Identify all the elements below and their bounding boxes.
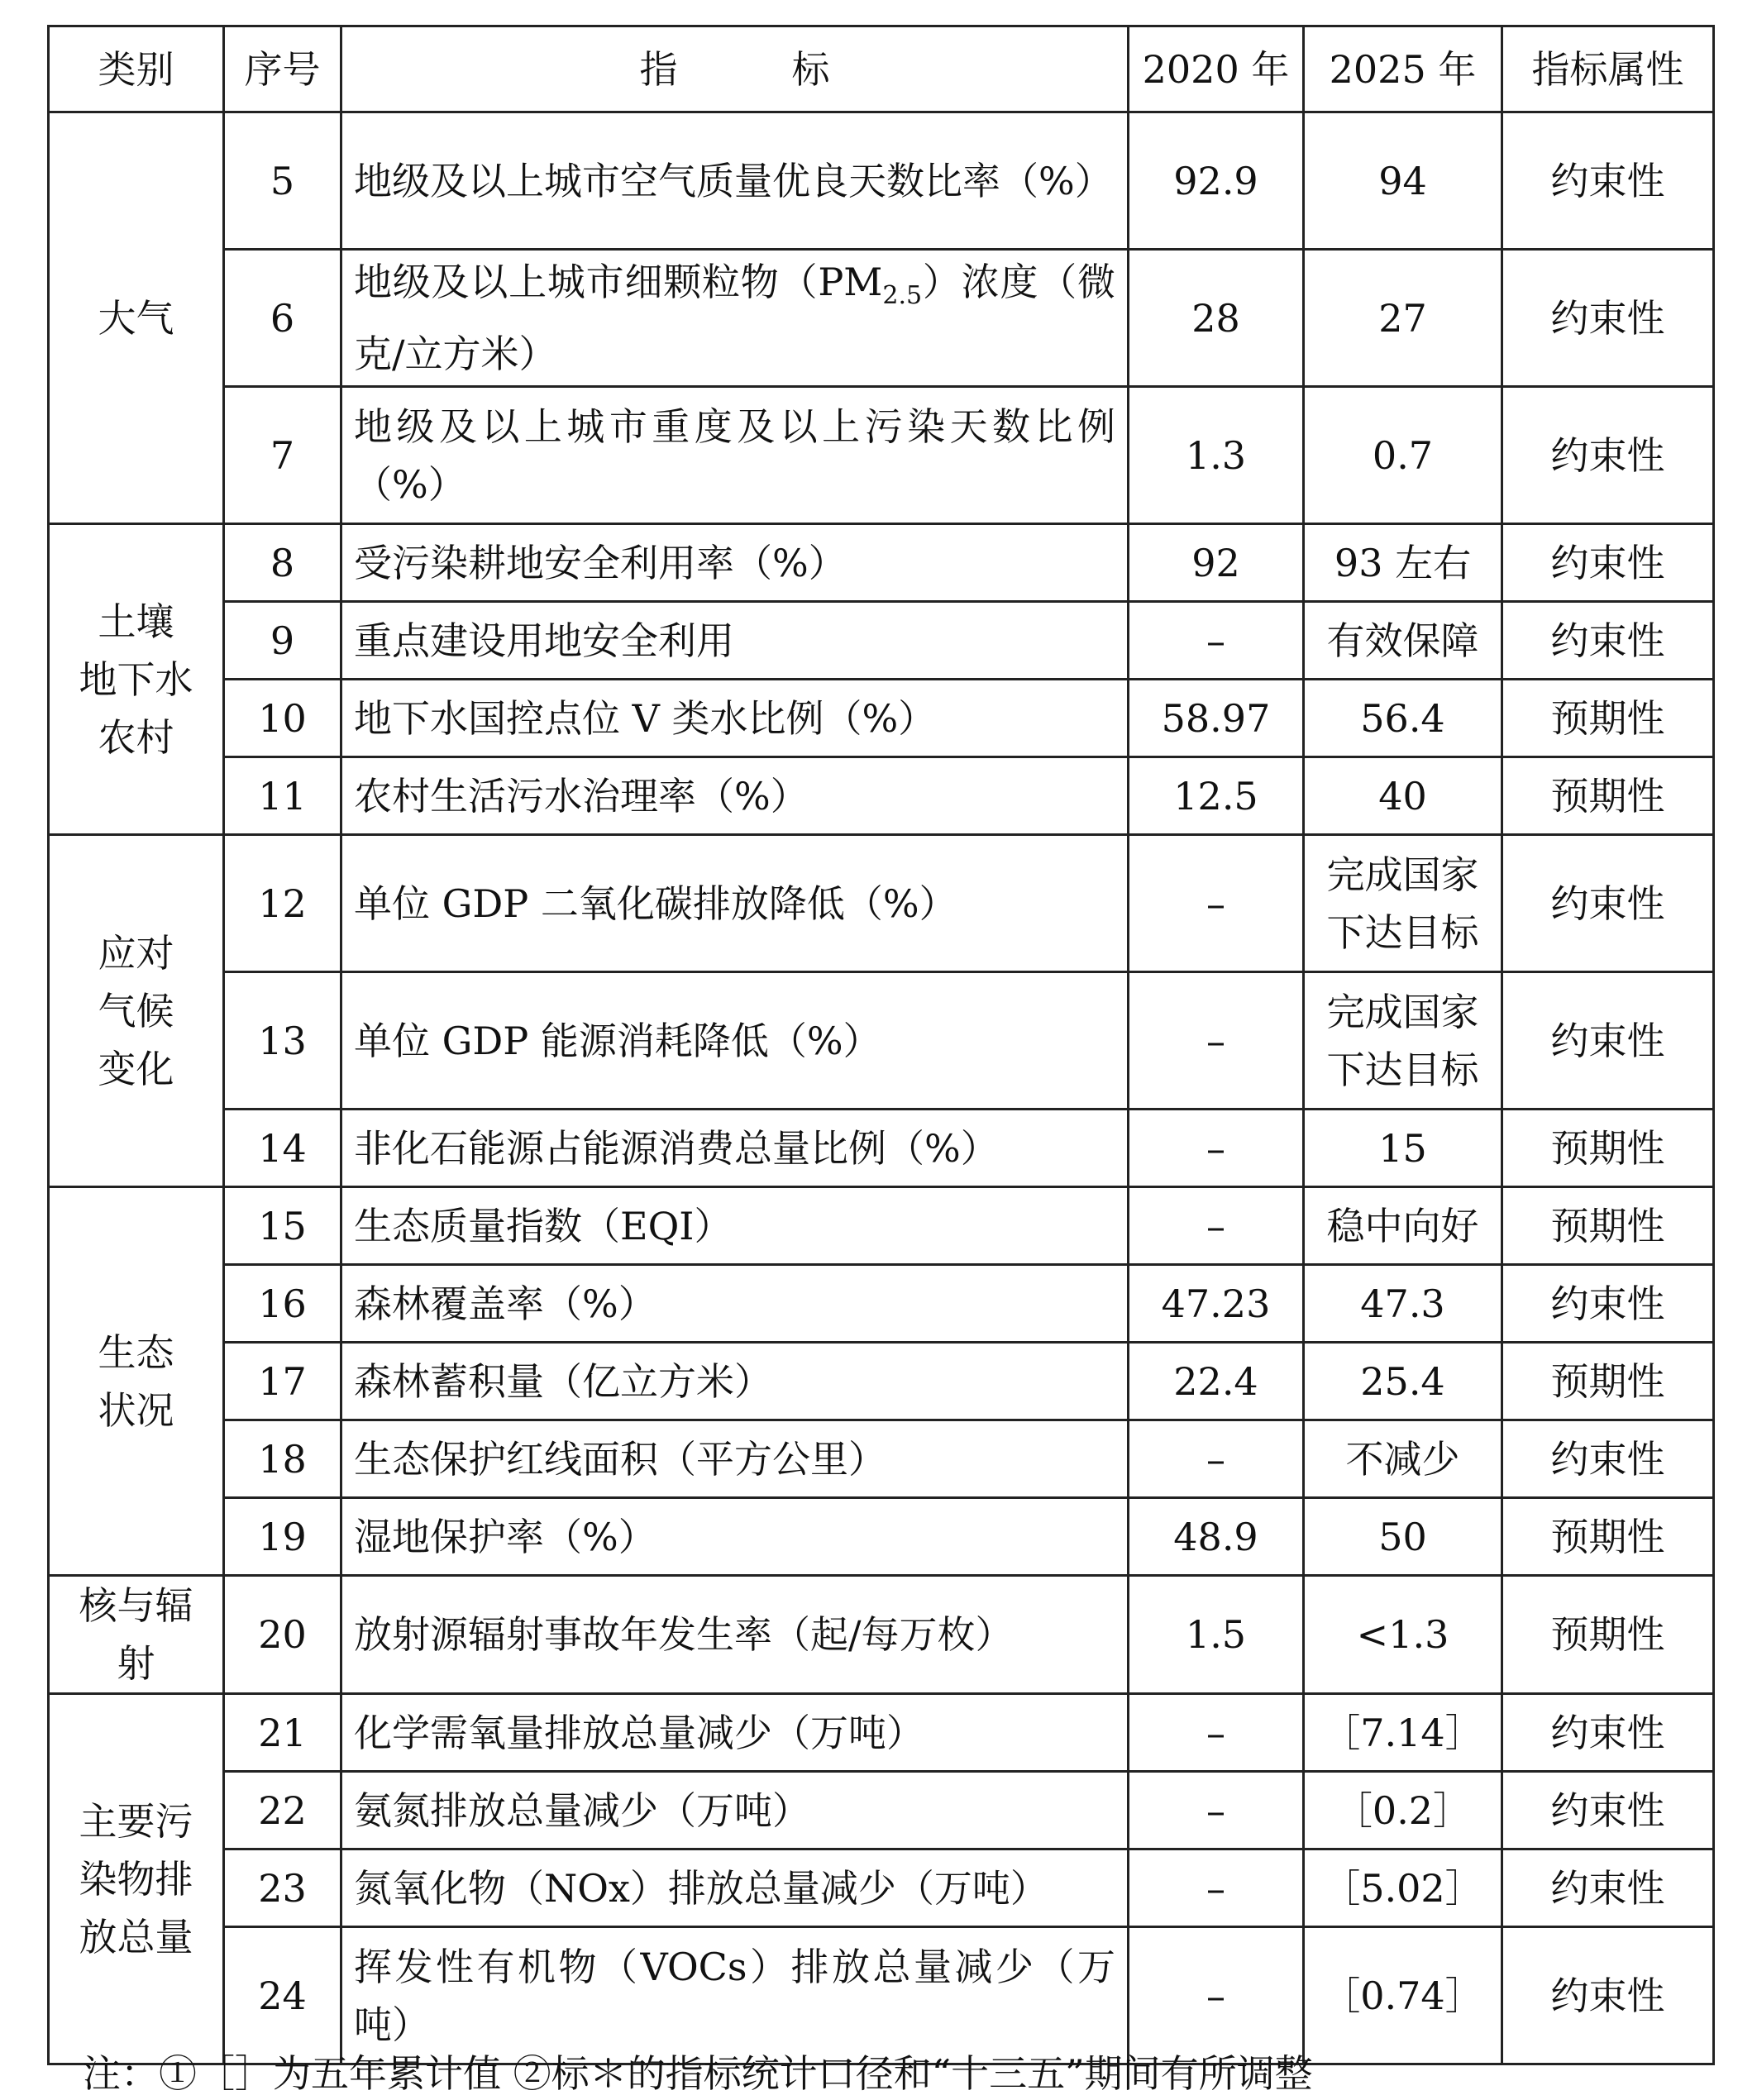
value-2025-cell: ［0.2］ [1304, 1772, 1502, 1849]
table-row [49, 1343, 1714, 1420]
row-number-cell: 21 [224, 1694, 341, 1772]
table-row [49, 387, 1714, 524]
table-row [49, 1420, 1714, 1498]
value-2025-cell: 不减少 [1304, 1420, 1502, 1498]
indicator-cell: 单位 GDP 二氧化碳排放降低（%） [341, 835, 1129, 972]
table-row [49, 524, 1714, 602]
value-2020-cell: 58.97 [1129, 680, 1304, 757]
table-row [49, 757, 1714, 835]
row-number-cell: 16 [224, 1265, 341, 1343]
indicator-cell: 非化石能源占能源消费总量比例（%） [341, 1110, 1129, 1187]
header-attribute: 指标属性 [1502, 26, 1714, 112]
indicator-cell: 化学需氧量排放总量减少（万吨） [341, 1694, 1129, 1772]
indicator-cell: 森林覆盖率（%） [341, 1265, 1129, 1343]
attribute-cell: 预期性 [1502, 1498, 1714, 1576]
attribute-cell: 约束性 [1502, 1772, 1714, 1849]
indicator-cell: 地级及以上城市重度及以上污染天数比例（%） [341, 387, 1129, 524]
category-cell: 应对 气候 变化 [49, 835, 224, 1187]
row-number-cell: 10 [224, 680, 341, 757]
header-no: 序号 [224, 26, 341, 112]
value-2025-cell: ［0.74］ [1304, 1927, 1502, 2064]
category-cell: 核与辐射 [49, 1576, 224, 1694]
table-row [49, 680, 1714, 757]
value-2020-cell: – [1129, 602, 1304, 680]
category-cell: 生态 状况 [49, 1187, 224, 1576]
value-2020-cell: 92 [1129, 524, 1304, 602]
row-number-cell: 17 [224, 1343, 341, 1420]
row-number-cell: 12 [224, 835, 341, 972]
attribute-cell: 约束性 [1502, 1849, 1714, 1927]
attribute-cell: 约束性 [1502, 972, 1714, 1110]
row-number-cell: 11 [224, 757, 341, 835]
indicator-cell: 受污染耕地安全利用率（%） [341, 524, 1129, 602]
value-2020-cell: – [1129, 1420, 1304, 1498]
table-row [49, 1110, 1714, 1187]
attribute-cell: 预期性 [1502, 757, 1714, 835]
value-2020-cell: 28 [1129, 250, 1304, 387]
attribute-cell: 约束性 [1502, 1927, 1714, 2064]
row-number-cell: 8 [224, 524, 341, 602]
row-number-cell: 15 [224, 1187, 341, 1265]
indicator-cell: 生态质量指数（EQI） [341, 1187, 1129, 1265]
value-2025-cell: 50 [1304, 1498, 1502, 1576]
table-row [49, 972, 1714, 1110]
table-row [49, 1576, 1714, 1694]
row-number-cell: 7 [224, 387, 341, 524]
category-cell: 土壤 地下水 农村 [49, 524, 224, 835]
value-2020-cell: – [1129, 1927, 1304, 2064]
value-2025-cell: 93 左右 [1304, 524, 1502, 602]
header-indicator: 指 标 [341, 26, 1129, 112]
value-2025-cell: 27 [1304, 250, 1502, 387]
attribute-cell: 约束性 [1502, 1265, 1714, 1343]
footnote: 注：①［］为五年累计值 ②标＊的指标统计口径和“十三五”期间有所调整 [83, 2051, 1313, 2096]
value-2025-cell: 稳中向好 [1304, 1187, 1502, 1265]
value-2020-cell: – [1129, 1187, 1304, 1265]
indicator-cell: 农村生活污水治理率（%） [341, 757, 1129, 835]
value-2020-cell: – [1129, 1110, 1304, 1187]
value-2025-cell: ［7.14］ [1304, 1694, 1502, 1772]
attribute-cell: 预期性 [1502, 1343, 1714, 1420]
attribute-cell: 约束性 [1502, 112, 1714, 250]
value-2025-cell: 25.4 [1304, 1343, 1502, 1420]
value-2025-cell: 15 [1304, 1110, 1502, 1187]
attribute-cell: 预期性 [1502, 1576, 1714, 1694]
header-category: 类别 [49, 26, 224, 112]
value-2020-cell: 47.23 [1129, 1265, 1304, 1343]
row-number-cell: 5 [224, 112, 341, 250]
attribute-cell: 预期性 [1502, 680, 1714, 757]
row-number-cell: 9 [224, 602, 341, 680]
attribute-cell: 约束性 [1502, 524, 1714, 602]
attribute-cell: 约束性 [1502, 250, 1714, 387]
indicator-cell: 单位 GDP 能源消耗降低（%） [341, 972, 1129, 1110]
indicator-cell: 氨氮排放总量减少（万吨） [341, 1772, 1129, 1849]
value-2025-cell: 40 [1304, 757, 1502, 835]
row-number-cell: 24 [224, 1927, 341, 2064]
table-row [49, 1772, 1714, 1849]
indicator-cell: 重点建设用地安全利用 [341, 602, 1129, 680]
category-cell: 主要污 染物排 放总量 [49, 1694, 224, 2064]
table-row [49, 602, 1714, 680]
value-2025-cell: 完成国家下达目标 [1304, 835, 1502, 972]
value-2025-cell: <1.3 [1304, 1576, 1502, 1694]
table-row [49, 1694, 1714, 1772]
indicator-cell: 地级及以上城市空气质量优良天数比率（%） [341, 112, 1129, 250]
value-2020-cell: 48.9 [1129, 1498, 1304, 1576]
indicator-cell: 放射源辐射事故年发生率（起/每万枚） [341, 1576, 1129, 1694]
indicator-cell: 地级及以上城市细颗粒物$(PM_{2.5})$浓度（微克/立方米） [341, 250, 1129, 387]
table-row [49, 112, 1714, 250]
value-2025-cell: 有效保障 [1304, 602, 1502, 680]
row-number-cell: 14 [224, 1110, 341, 1187]
header-2025: 2025 年 [1304, 26, 1502, 112]
table-row [49, 250, 1714, 387]
attribute-cell: 约束性 [1502, 387, 1714, 524]
row-number-cell: 13 [224, 972, 341, 1110]
indicator-cell: 氮氧化物（NOx）排放总量减少（万吨） [341, 1849, 1129, 1927]
indicator-cell: 生态保护红线面积（平方公里） [341, 1420, 1129, 1498]
table-row [49, 835, 1714, 972]
value-2025-cell: 94 [1304, 112, 1502, 250]
row-number-cell: 18 [224, 1420, 341, 1498]
table-row [49, 1498, 1714, 1576]
attribute-cell: 预期性 [1502, 1187, 1714, 1265]
value-2020-cell: 22.4 [1129, 1343, 1304, 1420]
value-2020-cell: – [1129, 1694, 1304, 1772]
value-2025-cell: 47.3 [1304, 1265, 1502, 1343]
value-2020-cell: – [1129, 835, 1304, 972]
table-row [49, 1927, 1714, 2064]
value-2025-cell: 56.4 [1304, 680, 1502, 757]
header-2020: 2020 年 [1129, 26, 1304, 112]
indicator-cell: 湿地保护率（%） [341, 1498, 1129, 1576]
indicator-cell: 挥发性有机物（VOCs）排放总量减少（万吨） [341, 1927, 1129, 2064]
value-2020-cell: – [1129, 1849, 1304, 1927]
value-2020-cell: – [1129, 1772, 1304, 1849]
row-number-cell: 20 [224, 1576, 341, 1694]
row-number-cell: 22 [224, 1772, 341, 1849]
value-2020-cell: – [1129, 972, 1304, 1110]
value-2025-cell: 完成国家下达目标 [1304, 972, 1502, 1110]
table-row [49, 1849, 1714, 1927]
row-number-cell: 19 [224, 1498, 341, 1576]
value-2020-cell: 92.9 [1129, 112, 1304, 250]
header-row [49, 26, 1714, 112]
indicator-cell: 地下水国控点位 V 类水比例（%） [341, 680, 1129, 757]
value-2020-cell: 1.5 [1129, 1576, 1304, 1694]
table-row [49, 1187, 1714, 1265]
value-2020-cell: 1.3 [1129, 387, 1304, 524]
attribute-cell: 约束性 [1502, 1694, 1714, 1772]
attribute-cell: 约束性 [1502, 835, 1714, 972]
indicator-cell: 森林蓄积量（亿立方米） [341, 1343, 1129, 1420]
category-cell: 大气 [49, 112, 224, 524]
attribute-cell: 约束性 [1502, 602, 1714, 680]
value-2025-cell: ［5.02］ [1304, 1849, 1502, 1927]
value-2025-cell: 0.7 [1304, 387, 1502, 524]
row-number-cell: 6 [224, 250, 341, 387]
attribute-cell: 约束性 [1502, 1420, 1714, 1498]
table-row [49, 1265, 1714, 1343]
indicator-table [47, 25, 1715, 2065]
attribute-cell: 预期性 [1502, 1110, 1714, 1187]
row-number-cell: 23 [224, 1849, 341, 1927]
value-2020-cell: 12.5 [1129, 757, 1304, 835]
